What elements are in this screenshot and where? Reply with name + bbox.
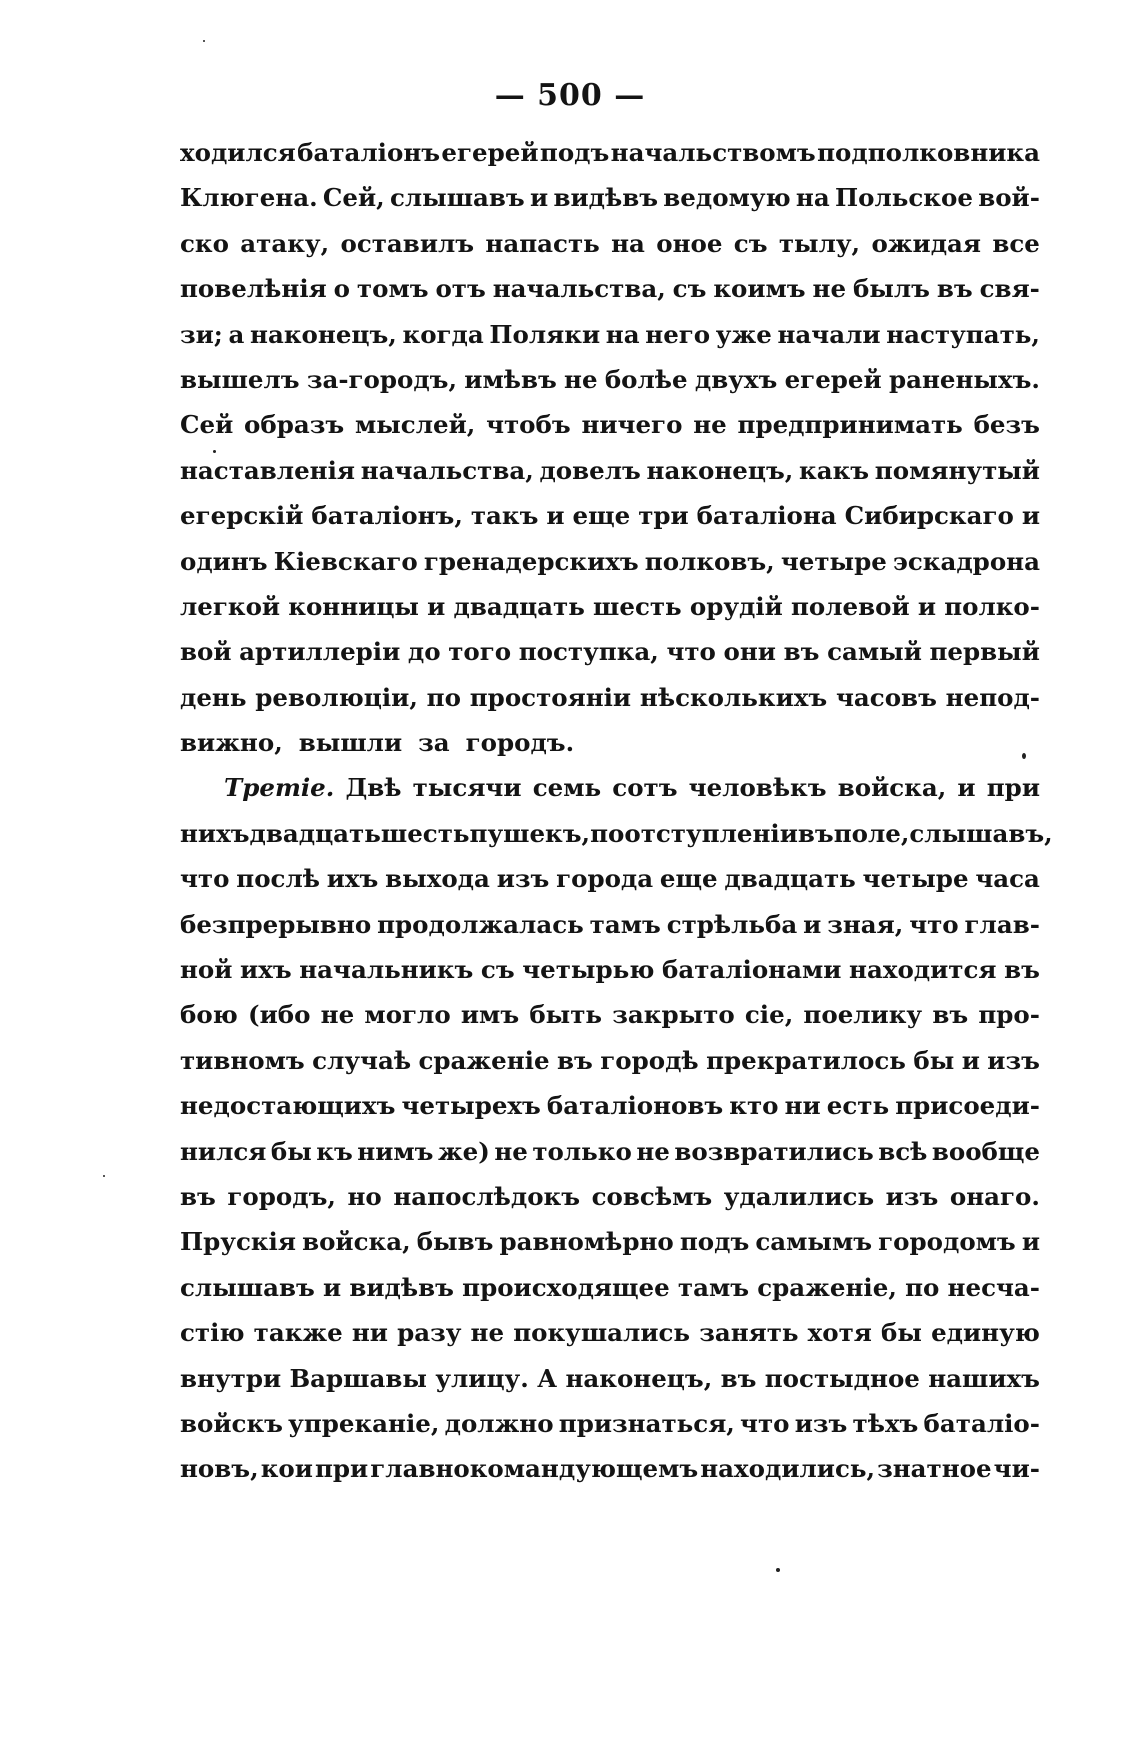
word: изъ — [885, 1181, 939, 1211]
word: городъ, — [227, 1181, 336, 1211]
word: на — [605, 319, 640, 349]
word: за-городъ, — [306, 364, 458, 394]
word: и — [957, 773, 976, 803]
scan-speck — [776, 1568, 780, 1572]
word: начальствомъ — [610, 138, 816, 167]
word: одинъ — [180, 546, 268, 576]
word: ожидая — [871, 228, 981, 258]
word: признаться, — [558, 1408, 735, 1438]
word: А — [537, 1363, 558, 1393]
word: войска, — [302, 1227, 411, 1257]
word: свя- — [979, 274, 1040, 304]
word: бою — [180, 1000, 238, 1030]
word: знатное — [877, 1454, 992, 1484]
word: что — [909, 909, 959, 939]
word: шесть — [593, 591, 682, 621]
word: поелику — [803, 1000, 923, 1030]
word: вой- — [978, 183, 1040, 213]
word: наконецъ, — [565, 1363, 713, 1393]
word: нѣсколькихъ — [639, 682, 828, 712]
word: раненыхъ. — [888, 364, 1040, 394]
text-line — [180, 1046, 1040, 1091]
word: полковъ, — [644, 546, 775, 576]
word: простояніи — [469, 682, 632, 712]
word: въ — [936, 274, 973, 304]
text-line — [180, 456, 1040, 501]
word: отъ — [435, 274, 486, 304]
scan-speck — [213, 450, 216, 453]
word: о — [333, 274, 350, 304]
text-line — [180, 1227, 1040, 1272]
word: бывъ — [416, 1227, 494, 1257]
word: чи- — [993, 1454, 1040, 1484]
word: безпрерывно — [180, 909, 372, 939]
word: поле, — [833, 818, 910, 848]
word: тивномъ — [180, 1045, 305, 1075]
word: и — [961, 1045, 980, 1075]
word: день — [180, 682, 247, 712]
text-line — [180, 320, 1040, 365]
word: ходился — [180, 138, 296, 167]
word: въ — [783, 637, 820, 667]
word: продолжалась — [377, 909, 584, 939]
word: съ — [672, 274, 707, 304]
text-line — [180, 637, 1040, 682]
word: начальства, — [492, 274, 666, 304]
word: въ — [932, 1000, 969, 1030]
text-line — [180, 1454, 1040, 1499]
word: и — [917, 591, 937, 621]
scan-speck — [203, 40, 205, 42]
word: тысячи — [412, 773, 522, 803]
word: Двѣ — [345, 773, 402, 803]
word: ихъ — [326, 864, 379, 894]
word: тамъ — [589, 909, 661, 939]
word: баталіоновъ — [546, 1091, 724, 1121]
word: конницы — [288, 591, 419, 621]
word: не — [494, 1136, 528, 1166]
word: имъ — [460, 1000, 520, 1030]
word: происходящее — [462, 1272, 670, 1302]
word: города — [556, 864, 654, 894]
word: и — [546, 501, 565, 531]
word: напослѣдокъ — [393, 1181, 581, 1211]
word: тамъ — [677, 1272, 750, 1302]
word: какъ — [799, 455, 870, 485]
word: наступать, — [886, 319, 1040, 349]
word: егерскій — [180, 501, 304, 531]
word: отступленіи — [624, 818, 798, 848]
word: баталіона — [696, 501, 837, 531]
word: того — [448, 637, 512, 667]
word: закрыто — [612, 1000, 735, 1030]
text-line — [180, 955, 1040, 1000]
word: и — [1021, 1227, 1040, 1257]
word: по — [590, 818, 625, 848]
word: мыслей, — [354, 410, 476, 440]
word: изъ — [496, 864, 550, 894]
word: стрѣльба — [666, 909, 798, 939]
word: войска, — [837, 773, 947, 803]
word: еще — [659, 864, 718, 894]
word: четырехъ — [401, 1091, 541, 1121]
text-line — [180, 274, 1040, 319]
word: что — [180, 864, 230, 894]
word: наконецъ, — [646, 455, 794, 485]
word: вышли — [298, 728, 403, 758]
word: видѣвъ — [349, 1272, 454, 1302]
word: четыре — [780, 546, 887, 576]
word: самымъ — [755, 1227, 873, 1257]
body-text — [180, 138, 1053, 1500]
word: егерей — [784, 364, 882, 394]
word: легкой — [180, 591, 281, 621]
word: сіе, — [744, 1000, 794, 1030]
word: вой — [180, 637, 232, 667]
word: революціи, — [255, 682, 418, 712]
word: стію — [180, 1318, 245, 1348]
text-line — [180, 229, 1040, 274]
word: быть — [529, 1000, 603, 1030]
word: вообще — [931, 1136, 1040, 1166]
word: онаго. — [949, 1181, 1040, 1211]
word: оставилъ — [340, 228, 475, 258]
word: съ — [480, 955, 515, 985]
word: Поляки — [489, 319, 601, 349]
word: начальникъ — [299, 955, 474, 985]
word: тылу, — [778, 228, 861, 258]
word: хотя — [807, 1318, 872, 1348]
word: прекратилось — [706, 1045, 906, 1075]
word: начальства, — [360, 455, 534, 485]
word: и — [427, 591, 446, 621]
word: имѣвъ — [464, 364, 557, 394]
word: ной — [180, 955, 233, 985]
word: въ — [180, 1181, 216, 1211]
word: Польское — [835, 183, 973, 213]
word: выхода — [385, 864, 490, 894]
word: ничего — [581, 410, 683, 440]
word: и — [530, 183, 549, 213]
word: возвратились — [674, 1136, 874, 1166]
word: по — [426, 682, 461, 712]
word: довелъ — [539, 455, 641, 485]
word: наконецъ, — [250, 319, 397, 349]
word: видѣвъ — [553, 183, 659, 213]
word: самый — [827, 637, 922, 667]
word: все — [992, 228, 1040, 258]
word: оное — [656, 228, 723, 258]
word: четыре — [862, 864, 969, 894]
word: двухъ — [694, 364, 778, 394]
text-line — [180, 864, 1040, 909]
word: бы — [881, 1318, 922, 1348]
text-line — [180, 1364, 1040, 1409]
word: подполковника — [817, 138, 1040, 167]
word: но — [347, 1181, 382, 1211]
word: семь — [532, 773, 602, 803]
word: съ — [733, 228, 768, 258]
word: единую — [931, 1318, 1040, 1348]
word: находится — [849, 955, 997, 985]
word: подъ — [539, 138, 610, 167]
text-line — [180, 183, 1040, 228]
word: постыдное — [764, 1363, 920, 1393]
word: только — [532, 1136, 632, 1166]
word: Третіе. — [224, 773, 335, 803]
word: подъ — [679, 1227, 750, 1257]
word: Варшавы — [289, 1363, 427, 1393]
word: войскъ — [180, 1408, 283, 1438]
word: предпринимать — [737, 410, 963, 440]
word: не — [564, 364, 598, 394]
word: что — [740, 1408, 790, 1438]
word: про- — [978, 1000, 1040, 1030]
text-line — [180, 547, 1040, 592]
word: болѣе — [604, 364, 688, 394]
word: напасть — [485, 228, 600, 258]
word: должно — [444, 1408, 554, 1438]
word: и — [803, 909, 822, 939]
word: равномѣрно — [499, 1227, 674, 1257]
word: изъ — [987, 1045, 1040, 1075]
text-line — [180, 1273, 1040, 1318]
word: послѣ — [236, 864, 320, 894]
word: человѣкъ — [688, 773, 827, 803]
word: разу — [397, 1318, 462, 1348]
word: до — [407, 637, 441, 667]
word: часовъ — [835, 682, 937, 712]
word: нимъ — [357, 1136, 434, 1166]
word: безъ — [973, 410, 1040, 440]
word: баталіо- — [923, 1408, 1040, 1438]
word: слышавъ — [389, 183, 525, 213]
word: (ибо — [248, 1000, 311, 1030]
word: полко- — [944, 591, 1040, 621]
word: начали — [777, 319, 881, 349]
word: и — [322, 1272, 342, 1302]
text-line — [180, 138, 1040, 183]
word: они — [723, 637, 776, 667]
word: полевой — [791, 591, 910, 621]
word: зная, — [827, 909, 904, 939]
word: атаку, — [240, 228, 330, 258]
word: наставленія — [180, 455, 356, 485]
word: за — [418, 728, 450, 758]
word: еще — [572, 501, 631, 531]
word: бы — [913, 1045, 955, 1075]
text-line — [180, 728, 1040, 773]
word: же) — [437, 1136, 490, 1166]
word: сраженіе, — [757, 1272, 897, 1302]
word: ско — [180, 228, 229, 258]
word: не — [320, 1000, 355, 1030]
word: поступка, — [518, 637, 659, 667]
word: покушались — [513, 1318, 691, 1348]
word: улицу. — [435, 1363, 529, 1393]
word: ни — [784, 1091, 821, 1121]
word: и — [1021, 501, 1040, 531]
word: часа — [975, 864, 1040, 894]
word: тѣхъ — [852, 1408, 919, 1438]
word: бы — [270, 1136, 312, 1166]
word: кои — [260, 1454, 313, 1484]
word: что — [666, 637, 716, 667]
word: упреканіе, — [288, 1408, 440, 1438]
word: есть — [826, 1091, 890, 1121]
word: коимъ — [713, 274, 806, 304]
word: двадцать — [453, 591, 585, 621]
text-line — [180, 1318, 1040, 1363]
text-line — [180, 1000, 1040, 1045]
word: случаѣ — [312, 1045, 412, 1075]
word: когда — [402, 319, 484, 349]
text-line — [180, 910, 1040, 955]
word: новъ, — [180, 1454, 259, 1484]
word: въ — [557, 1045, 593, 1075]
word: нихъ — [180, 818, 250, 848]
word: на — [795, 183, 830, 213]
scan-speck — [103, 1175, 105, 1177]
page-number: — 500 — — [494, 78, 646, 113]
word: Прускія — [180, 1227, 296, 1257]
word: шесть — [380, 818, 470, 848]
word: непод- — [945, 682, 1040, 712]
word: Кіевскаго — [273, 546, 418, 576]
word: чтобъ — [486, 410, 571, 440]
word: ихъ — [240, 955, 292, 985]
word: баталіонъ — [297, 138, 441, 167]
word: Сей — [180, 410, 234, 440]
text-line — [180, 683, 1040, 728]
word: на — [611, 228, 645, 258]
word: главнокомандующемъ — [370, 1454, 699, 1484]
word: не — [470, 1318, 505, 1348]
word: внутри — [180, 1363, 282, 1393]
word: не — [693, 410, 727, 440]
word: баталіонъ, — [311, 501, 463, 531]
word: егерей — [441, 138, 539, 167]
word: нашихъ — [928, 1363, 1040, 1393]
text-line — [180, 773, 1040, 818]
word: три — [638, 501, 689, 531]
word: пушекъ, — [469, 818, 591, 848]
text-line — [180, 1182, 1040, 1227]
word: первый — [929, 637, 1040, 667]
word: помянутый — [874, 455, 1040, 485]
word: при — [314, 1454, 369, 1484]
word: занять — [699, 1318, 799, 1348]
word: по — [905, 1272, 940, 1302]
word: томъ — [356, 274, 429, 304]
word: въ — [797, 818, 834, 848]
word: городѣ — [600, 1045, 699, 1075]
word: уже — [715, 319, 772, 349]
word: повелѣнія — [180, 274, 327, 304]
word: ведомую — [663, 183, 791, 213]
word: городомъ — [878, 1227, 1016, 1257]
word: такъ — [470, 501, 539, 531]
word: былъ — [852, 274, 930, 304]
word: него — [645, 319, 711, 349]
word: слышавъ, — [909, 818, 1053, 848]
text-line — [180, 501, 1040, 546]
word: изъ — [794, 1408, 848, 1438]
word: слышавъ — [180, 1272, 315, 1302]
word: къ — [316, 1136, 353, 1166]
word: городъ. — [465, 728, 575, 758]
text-line — [180, 1409, 1040, 1454]
word: артиллеріи — [239, 637, 401, 667]
text-line — [180, 1091, 1040, 1136]
word: присоеди- — [895, 1091, 1040, 1121]
text-line — [180, 592, 1040, 637]
word: двадцать — [724, 864, 856, 894]
word: также — [253, 1318, 343, 1348]
word: гренадерскихъ — [423, 546, 639, 576]
text-line — [180, 410, 1040, 455]
word: всѣ — [878, 1136, 928, 1166]
word: Клюгена. — [180, 183, 318, 213]
word: недостающихъ — [180, 1091, 396, 1121]
word: баталіонами — [661, 955, 842, 985]
word: въ — [720, 1363, 757, 1393]
word: глав- — [964, 909, 1040, 939]
word: образъ — [244, 410, 345, 440]
scan-speck — [1022, 753, 1026, 759]
word: могло — [364, 1000, 451, 1030]
word: а — [228, 319, 245, 349]
word: кто — [729, 1091, 779, 1121]
word: вышелъ — [180, 364, 300, 394]
word: нился — [180, 1136, 267, 1166]
word: двадцать — [249, 818, 381, 848]
text-line — [180, 1137, 1040, 1182]
word: ни — [351, 1318, 388, 1348]
word: удалились — [723, 1181, 875, 1211]
word: въ — [1004, 955, 1040, 985]
word: зи; — [180, 319, 223, 349]
word: четырью — [522, 955, 655, 985]
text-line — [180, 365, 1040, 410]
word: Сибирскаго — [844, 501, 1014, 531]
word: несча- — [947, 1272, 1040, 1302]
word: совсѣмъ — [591, 1181, 713, 1211]
word: не — [812, 274, 847, 304]
word: вижно, — [180, 728, 283, 758]
word: при — [986, 773, 1040, 803]
word: находились, — [700, 1454, 876, 1484]
text-line — [180, 818, 1053, 864]
word: не — [636, 1136, 670, 1166]
word: сотъ — [612, 773, 678, 803]
word: сраженіе — [418, 1045, 550, 1075]
word: эскадрона — [892, 546, 1040, 576]
word: орудій — [689, 591, 783, 621]
word: Сей, — [322, 183, 385, 213]
